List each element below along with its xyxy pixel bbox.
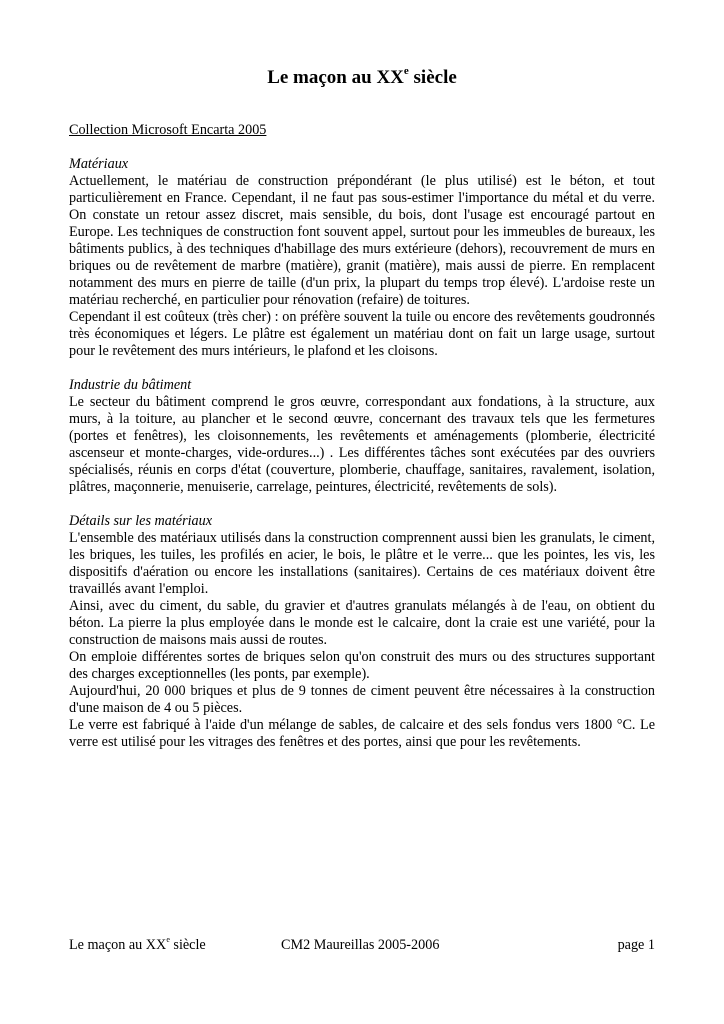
footer-title-superscript: e (166, 935, 170, 945)
page-title (0, 66, 724, 90)
paragraph: Le verre est fabriqué à l'aide d'un mélange de sables, de calcaire et des sels fondus vers 1800 °C. Le verre est utilisé pour les vitrages des fenêtres et des portes, ainsi que pour les revêtements. (69, 717, 655, 750)
paragraph: Cependant il est coûteux (très cher) : on préfère souvent la tuile ou encore des revêtements goudronnés très économiques et légers. Le plâtre est également un matériau dont on fait un large usage, surtout pour le revêtement des murs intérieurs, le plafond et les cloisons. (69, 309, 655, 359)
page-footer (69, 937, 655, 957)
page-number: page 1 (617, 937, 655, 953)
title-superscript: e (403, 64, 409, 77)
title-main: Le maçon au XX (267, 67, 404, 88)
footer-title-main: Le maçon au XX (69, 937, 167, 953)
document-body (69, 122, 655, 768)
paragraph: Le secteur du bâtiment comprend le gros œuvre, correspondant aux fondations, à la structure, aux murs, à la toiture, au plancher et le second œuvre, concernant des travaux tels que les fermetures (portes et fenêtres), les cloisonnements, les revêtements et aménagements (plomberie, électricité ascenseur et monte-charges, vide-ordures...) . Les différentes tâches sont exécutées par des ouvriers spécialisés, réunis en corps d'état (couverture, plomberie, chauffage, sanitaires, ravalement, isolation, plâtres, maçonnerie, menuiserie, carrelage, peintures, électricité, revêtements de sols). (69, 394, 655, 495)
footer-title-end: siècle (169, 937, 206, 953)
section-heading: Détails sur les matériaux (69, 513, 213, 529)
footer-title (69, 937, 206, 954)
section-heading: Industrie du bâtiment (69, 377, 192, 393)
paragraph: Ainsi, avec du ciment, du sable, du gravier et d'autres granulats mélangés à de l'eau, on obtient du béton. La pierre la plus employée dans le monde est le calcaire, dont la craie est une variété, pour la construction de maisons mais aussi de routes. (69, 598, 655, 648)
section-heading: Matériaux (69, 156, 129, 172)
paragraph: Actuellement, le matériau de construction prépondérant (le plus utilisé) est le béton, et tout particulièrement en France. Cependant, il ne faut pas sous-estimer l'importance du métal et du verre. On constate un retour assez discret, mais sensible, du bois, dont l'usage est encouragé partout en Europe. Les techniques de construction font souvent appel, surtout pour les immeubles de bureaux, les bâtiments publics, à des techniques d'habillage des murs extérieure (dehors), recouvrement de murs en briques ou de revêtement de marbre (matière), granit (matière), mais aussi de pierre. En remplacent notamment des murs en pierre de taille (d'un prix, la plupart du temps trop élevé). L'ardoise reste un matériau recherché, en particulier pour rénovation (refaire) de toitures. (69, 173, 655, 308)
paragraph: Aujourd'hui, 20 000 briques et plus de 9 tonnes de ciment peuvent être nécessaires à la construction d'une maison de 4 ou 5 pièces. (69, 683, 655, 716)
paragraph: On emploie différentes sortes de briques selon qu'on construit des murs ou des structures supportant des charges exceptionnelles (les ponts, par exemple). (69, 649, 655, 682)
section-industrie-du-batiment (69, 377, 655, 496)
footer-class-label: CM2 Maureillas 2005-2006 (281, 937, 440, 953)
paragraph: L'ensemble des matériaux utilisés dans la construction comprennent aussi bien les granulats, le ciment, les briques, les tuiles, les profilés en acier, le bois, le plâtre et le verre... que les pointes, les vis, les dispositifs d'aération ou encore les installations (sanitaires). Certains de ces matériaux doivent être travaillés avant l'emploi. (69, 530, 655, 597)
section-details-sur-les-materiaux (69, 513, 655, 751)
source-reference: Collection Microsoft Encarta 2005 (69, 122, 267, 138)
section-materiaux (69, 156, 655, 360)
title-end: siècle (408, 67, 457, 88)
